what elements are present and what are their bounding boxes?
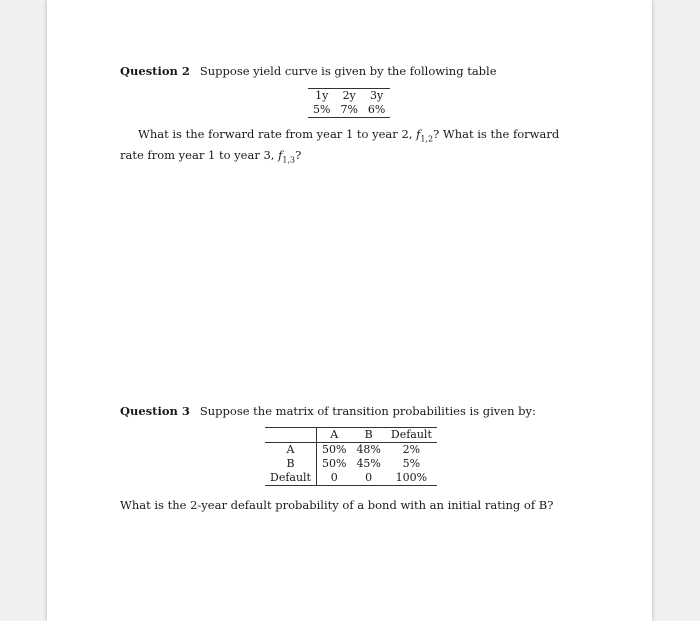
question-2-text-b: ? What is the forward rate from year 1 to year 3, bbox=[120, 127, 560, 163]
question-2-text: What is the forward rate from year 1 to year 2, $f_{1,2}$? What is the forward rate from year 1 to year 3, $f_{1,3}$? bbox=[120, 127, 560, 165]
table-cell: 5% bbox=[308, 103, 335, 118]
table-cell: 7% bbox=[335, 103, 362, 118]
table-cell: 45% bbox=[356, 457, 381, 470]
table-cell: 2% bbox=[402, 443, 421, 456]
question-2-intro: Suppose yield curve is given by the following table bbox=[199, 64, 497, 78]
question-2-label: Question 2 bbox=[120, 64, 190, 78]
f13-subscript: 1,3 bbox=[282, 155, 296, 165]
question-3-heading bbox=[120, 404, 536, 418]
table-cell: Default bbox=[265, 471, 316, 486]
table-cell: 0 bbox=[351, 471, 385, 486]
table-cell: 50% bbox=[321, 443, 347, 456]
transition-matrix-table bbox=[265, 427, 437, 486]
document-page bbox=[47, 0, 652, 621]
table-cell bbox=[265, 428, 316, 443]
table-row bbox=[308, 103, 390, 118]
table-cell: 5% bbox=[402, 457, 421, 470]
question-3-text: What is the 2-year default probability of a bond with an initial rating of B? bbox=[120, 498, 554, 512]
question-3-intro: Suppose the matrix of transition probabilities is given by: bbox=[199, 404, 536, 418]
question-2-text-a: What is the forward rate from year 1 to year 2, bbox=[138, 127, 417, 141]
question-2-text-c: ? bbox=[295, 148, 302, 163]
table-cell: 50% bbox=[321, 457, 347, 470]
table-cell: A bbox=[265, 443, 316, 458]
table-row bbox=[265, 457, 437, 471]
table-cell: Default bbox=[386, 428, 437, 443]
table-cell: 1y bbox=[308, 89, 335, 104]
yield-curve-table bbox=[308, 88, 390, 118]
table-cell: 6% bbox=[363, 103, 390, 118]
f12-subscript: 1,2 bbox=[420, 134, 434, 144]
question-2-heading bbox=[120, 64, 497, 78]
table-cell: 100% bbox=[386, 471, 437, 486]
table-header-row bbox=[308, 89, 390, 104]
table-row bbox=[265, 443, 437, 458]
table-header-row bbox=[265, 428, 437, 443]
table-cell: 0 bbox=[316, 471, 351, 486]
table-cell: B bbox=[351, 428, 385, 443]
table-cell: A bbox=[316, 428, 351, 443]
table-row bbox=[265, 471, 437, 486]
table-cell: 2y bbox=[335, 89, 362, 104]
table-cell: B bbox=[265, 457, 316, 471]
question-3-label: Question 3 bbox=[120, 404, 190, 418]
table-cell: 3y bbox=[363, 89, 390, 104]
table-cell: 48% bbox=[356, 443, 381, 456]
